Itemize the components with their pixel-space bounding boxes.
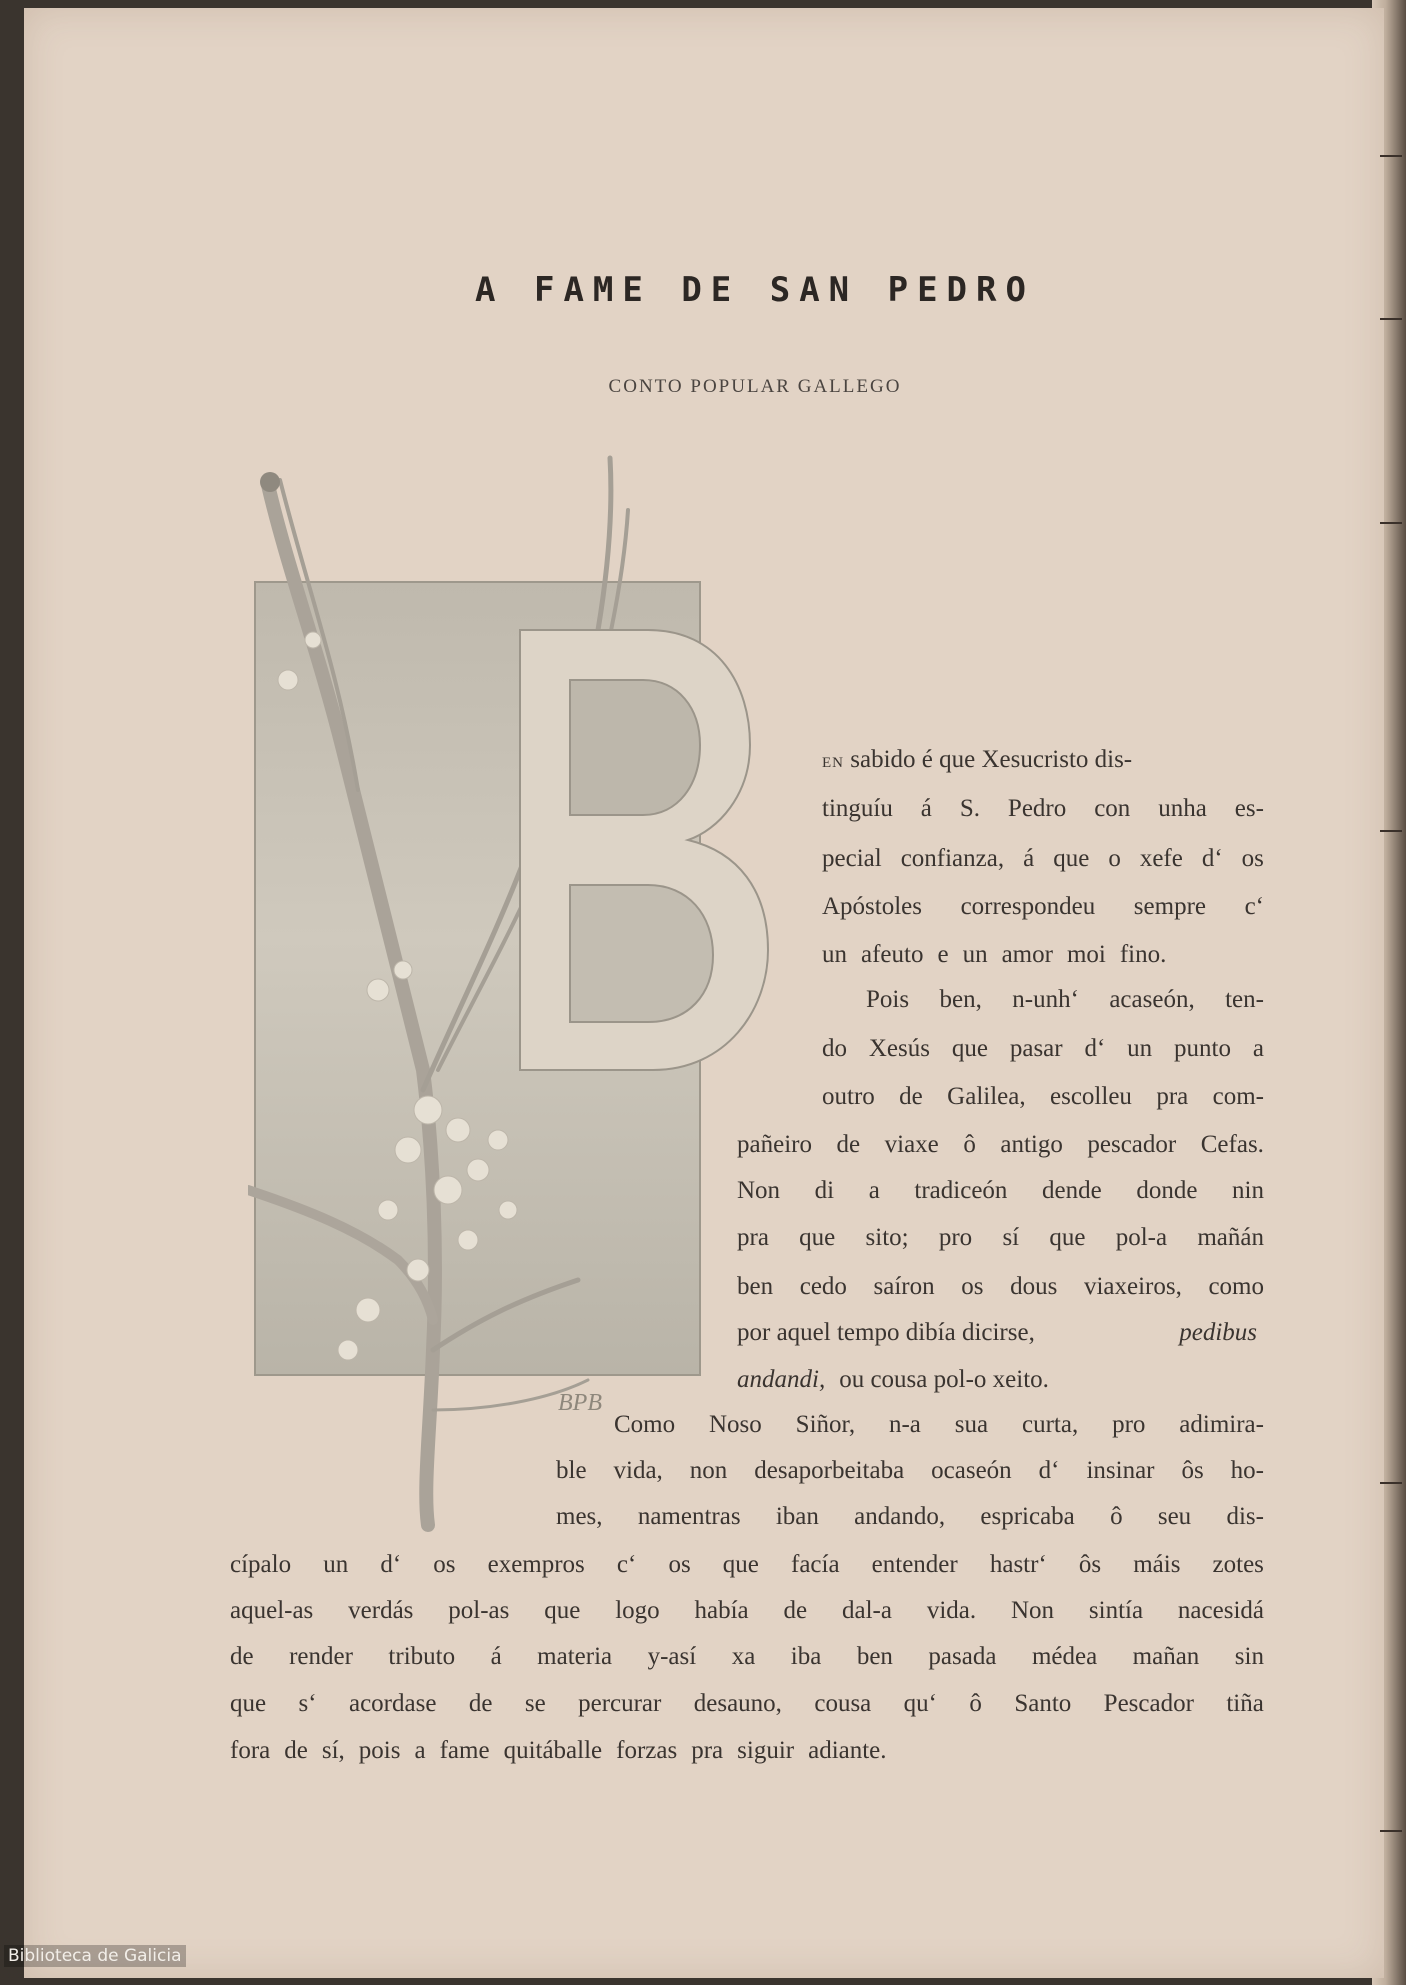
text-line-segment: por aquel tempo dibía dicirse, <box>737 1319 1035 1346</box>
word: nacesidá <box>1177 1597 1264 1624</box>
word: Non <box>1010 1597 1055 1624</box>
word: Xesús <box>868 1035 930 1062</box>
word: s‘ <box>298 1690 317 1717</box>
text-line <box>822 892 1264 922</box>
word: d‘ <box>1201 845 1223 872</box>
text-line <box>230 1550 1264 1580</box>
word: cousa <box>814 1690 872 1717</box>
word: acordase <box>348 1690 437 1717</box>
word: non <box>689 1457 728 1484</box>
word: pra <box>691 1737 724 1764</box>
text-line <box>737 1272 1264 1302</box>
word: tributo <box>388 1643 456 1670</box>
word: punto <box>1174 1035 1231 1062</box>
word: pol-a <box>1115 1224 1168 1251</box>
word: hastr‘ <box>989 1551 1047 1578</box>
word: viaxe <box>884 1131 939 1158</box>
text-line <box>737 1365 1264 1395</box>
word: escolleu <box>1050 1083 1132 1110</box>
word: ô <box>963 1131 976 1158</box>
word: espricaba <box>980 1503 1075 1530</box>
word: como <box>1208 1273 1264 1300</box>
word: viaxeiros, <box>1083 1273 1182 1300</box>
word: un <box>822 941 847 968</box>
word: que <box>722 1551 759 1578</box>
word: andando, <box>854 1503 946 1530</box>
text-line <box>556 1502 1264 1532</box>
word: ho- <box>1230 1457 1264 1484</box>
word: de <box>468 1690 493 1717</box>
text-line <box>230 1689 1264 1719</box>
word: sin <box>1234 1643 1264 1670</box>
word: zotes <box>1212 1551 1264 1578</box>
word: de <box>836 1131 861 1158</box>
text-line <box>230 1736 1264 1766</box>
text-line <box>556 1456 1264 1486</box>
word: un <box>962 941 988 968</box>
word: fino. <box>1119 941 1167 968</box>
word: antigo <box>1000 1131 1063 1158</box>
word: com- <box>1212 1083 1264 1110</box>
word: desauno, <box>693 1690 782 1717</box>
word: curta, <box>1021 1411 1079 1438</box>
word: sua <box>954 1411 989 1438</box>
word: c‘ <box>616 1551 637 1578</box>
word: sito; <box>865 1224 909 1251</box>
word: ben <box>856 1643 893 1670</box>
word: unha <box>1158 795 1207 822</box>
word: ben <box>737 1273 774 1300</box>
word: correspondeu <box>960 893 1096 920</box>
word: á <box>920 795 932 822</box>
word: Como <box>614 1411 676 1438</box>
word: e <box>937 941 949 968</box>
illustration-monogram: BPB <box>558 1390 602 1416</box>
italic-word: andandi, <box>737 1366 826 1393</box>
text-line <box>822 844 1264 874</box>
library-watermark: Biblioteca de Galicia <box>4 1945 186 1967</box>
word: ô <box>1110 1503 1123 1530</box>
word: un <box>323 1551 349 1578</box>
word: es- <box>1234 795 1264 822</box>
binding-mark <box>1380 522 1402 524</box>
word: de <box>899 1083 923 1110</box>
word: dende <box>1042 1177 1102 1204</box>
word: ôs <box>1181 1457 1204 1484</box>
word: percurar <box>578 1690 662 1717</box>
word: pro <box>938 1224 973 1251</box>
word: se <box>524 1690 546 1717</box>
word: adimira- <box>1179 1411 1264 1438</box>
word: mañán <box>1197 1224 1264 1251</box>
word: pasar <box>1009 1035 1063 1062</box>
word: logo <box>615 1597 660 1624</box>
word: qu‘ <box>903 1690 937 1717</box>
page-title: A FAME DE SAN PEDRO <box>475 270 1035 310</box>
italic-word: pedibus <box>1179 1319 1257 1346</box>
binding-mark <box>1380 318 1402 320</box>
word: iba <box>790 1643 822 1670</box>
word: á <box>1023 845 1035 872</box>
word: y-así <box>647 1643 697 1670</box>
word: que <box>230 1690 267 1717</box>
word: render <box>289 1643 353 1670</box>
word: á <box>490 1643 502 1670</box>
word: Galilea, <box>947 1083 1026 1110</box>
word: afeuto <box>861 941 924 968</box>
text-line <box>822 794 1264 824</box>
word: que <box>1053 845 1090 872</box>
word: forzas <box>616 1737 678 1764</box>
word: de <box>783 1597 808 1624</box>
word: dis- <box>1226 1503 1264 1530</box>
word: sintía <box>1088 1597 1144 1624</box>
word: desaporbeitaba <box>754 1457 905 1484</box>
word: tinguíu <box>822 795 893 822</box>
word: exempros <box>487 1551 585 1578</box>
word: Santo <box>1014 1690 1072 1717</box>
drop-cap-continuation: EN <box>822 755 844 771</box>
word: do <box>822 1035 847 1062</box>
text-line-segment: ou cousa pol-o xeito. <box>839 1366 1049 1393</box>
word: ble <box>556 1457 587 1484</box>
word: Pedro <box>1007 795 1067 822</box>
word: pasada <box>928 1643 997 1670</box>
word: amor <box>1001 941 1053 968</box>
word: cedo <box>799 1273 847 1300</box>
word: pecial <box>822 845 882 872</box>
drop-cap-illustration <box>248 450 808 1540</box>
word: de <box>230 1643 254 1670</box>
word: un <box>1127 1035 1153 1062</box>
word: d‘ <box>1038 1457 1060 1484</box>
word: donde <box>1136 1177 1198 1204</box>
word: aquel-as <box>230 1597 314 1624</box>
word: pol-as <box>448 1597 510 1624</box>
word: ben, <box>939 986 982 1013</box>
word: a <box>1252 1035 1264 1062</box>
word: n-unh‘ <box>1012 986 1079 1013</box>
word: Apóstoles <box>822 893 922 920</box>
word: outro <box>822 1083 875 1110</box>
text-line <box>230 1596 1264 1626</box>
word: os <box>961 1273 984 1300</box>
word: vida. <box>926 1597 977 1624</box>
word: sí, <box>321 1737 345 1764</box>
text-line <box>822 1082 1264 1112</box>
word: adiante. <box>808 1737 887 1764</box>
word: iban <box>775 1503 819 1530</box>
word: xa <box>731 1643 756 1670</box>
word: máis <box>1133 1551 1181 1578</box>
word: xefe <box>1139 845 1183 872</box>
word: fora <box>230 1737 271 1764</box>
word: Pescador <box>1103 1690 1194 1717</box>
word: médea <box>1031 1643 1098 1670</box>
word: cípalo <box>230 1551 292 1578</box>
word: Noso <box>709 1411 762 1438</box>
binding-mark <box>1380 1830 1402 1832</box>
word: moi <box>1066 941 1106 968</box>
word: pro <box>1112 1411 1146 1438</box>
word: S. <box>959 795 980 822</box>
word: a <box>414 1737 426 1764</box>
word: que <box>799 1224 836 1251</box>
text-line <box>737 1130 1264 1160</box>
word: sempre <box>1133 893 1206 920</box>
word: os <box>433 1551 456 1578</box>
word: que <box>544 1597 581 1624</box>
word: pra <box>1156 1083 1189 1110</box>
word: ô <box>969 1690 982 1717</box>
word: con <box>1094 795 1131 822</box>
word: confianza, <box>900 845 1005 872</box>
word: de <box>284 1737 308 1764</box>
word: n-a <box>888 1411 921 1438</box>
page-subtitle: CONTO POPULAR GALLEGO <box>608 376 902 397</box>
word: saíron <box>873 1273 935 1300</box>
binding-mark <box>1380 1482 1402 1484</box>
word: Cefas. <box>1200 1131 1264 1158</box>
word: vida, <box>613 1457 663 1484</box>
word: seu <box>1157 1503 1192 1530</box>
word: namentras <box>637 1503 741 1530</box>
word: c‘ <box>1244 893 1264 920</box>
word: Siñor, <box>795 1411 856 1438</box>
word: os <box>1241 845 1264 872</box>
initial-letter-b <box>520 630 768 1070</box>
word: Pois <box>866 986 910 1013</box>
text-line <box>614 1410 1264 1440</box>
word: a <box>868 1177 880 1204</box>
word: entender <box>871 1551 958 1578</box>
word: fame <box>439 1737 490 1764</box>
word: había <box>694 1597 749 1624</box>
word: Non <box>737 1177 781 1204</box>
word: d‘ <box>1084 1035 1106 1062</box>
text-line <box>822 940 1264 970</box>
word: que <box>951 1035 988 1062</box>
word: nin <box>1232 1177 1264 1204</box>
text-line <box>822 745 1264 778</box>
word: facía <box>791 1551 840 1578</box>
word: pois <box>358 1737 401 1764</box>
word: materia <box>537 1643 613 1670</box>
word: os <box>668 1551 691 1578</box>
word: pañeiro <box>737 1131 812 1158</box>
binding-mark <box>1380 830 1402 832</box>
word: sí <box>1002 1224 1020 1251</box>
word: dal-a <box>841 1597 892 1624</box>
word: pescador <box>1087 1131 1177 1158</box>
word: ôs <box>1078 1551 1102 1578</box>
word: mañan <box>1132 1643 1200 1670</box>
word: siguir <box>737 1737 795 1764</box>
word: acaseón, <box>1109 986 1195 1013</box>
text-line <box>737 1318 1257 1348</box>
word: tradiceón <box>914 1177 1008 1204</box>
word: quitáballe <box>503 1737 603 1764</box>
word: insinar <box>1086 1457 1155 1484</box>
word: ten- <box>1225 986 1264 1013</box>
text-line-segment: sabido é que Xesucristo dis- <box>844 746 1133 773</box>
word: pra <box>737 1224 769 1251</box>
word: di <box>814 1177 835 1204</box>
word: tiña <box>1226 1690 1264 1717</box>
text-line <box>737 1223 1264 1253</box>
binding-mark <box>1380 155 1402 157</box>
word: verdás <box>348 1597 414 1624</box>
text-line <box>230 1642 1264 1672</box>
word: d‘ <box>380 1551 402 1578</box>
text-line <box>866 985 1264 1015</box>
text-line <box>822 1034 1264 1064</box>
text-line <box>737 1176 1264 1206</box>
word: ocaseón <box>931 1457 1012 1484</box>
word: dous <box>1010 1273 1058 1300</box>
word: mes, <box>556 1503 603 1530</box>
word: que <box>1049 1224 1086 1251</box>
word: o <box>1108 845 1121 872</box>
